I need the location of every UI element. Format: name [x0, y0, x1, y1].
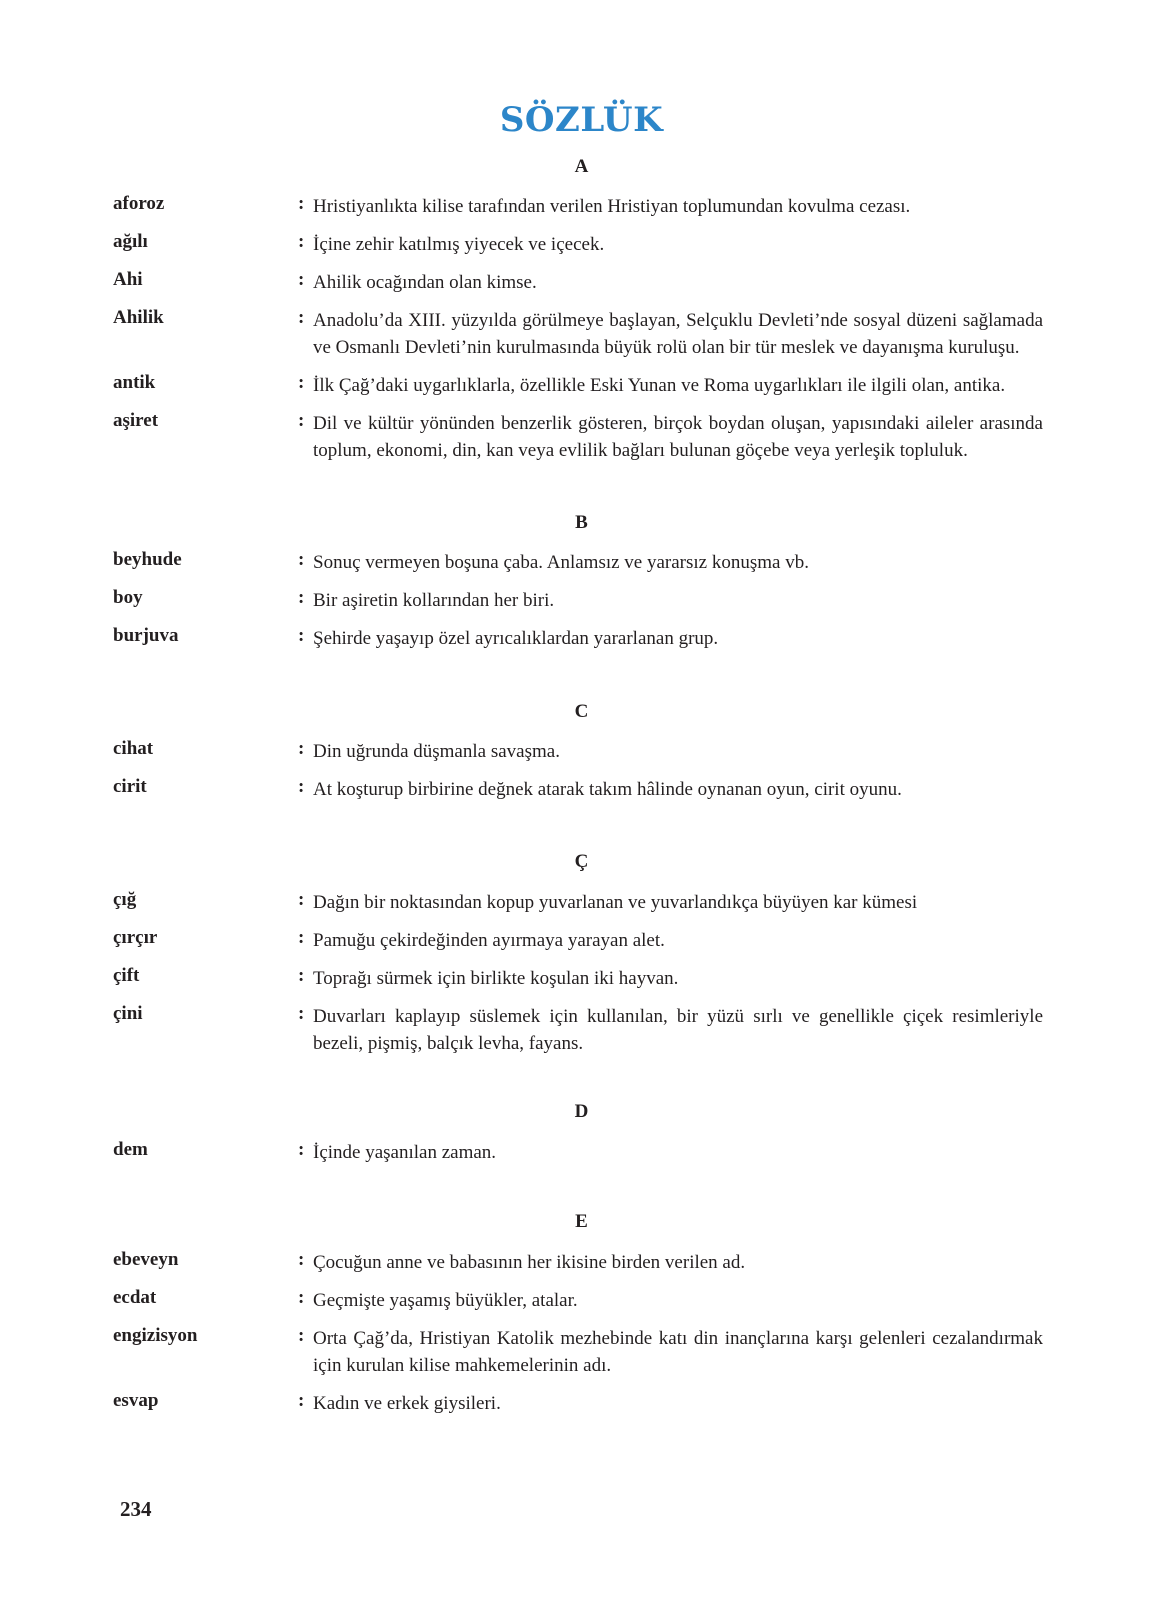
colon: :: [298, 372, 305, 393]
colon: :: [298, 1287, 305, 1308]
colon: :: [298, 1390, 305, 1411]
definition: Toprağı sürmek için birlikte koşulan iki hayvan.: [313, 968, 679, 989]
section-letter-c-cedilla: Ç: [574, 851, 589, 872]
colon: :: [298, 927, 305, 948]
colon: :: [298, 1003, 305, 1024]
definition: Kadın ve erkek giysileri.: [313, 1393, 501, 1414]
term: esvap: [113, 1390, 159, 1411]
term: ağılı: [113, 231, 148, 252]
term: aforoz: [113, 193, 165, 214]
definition: Ahilik ocağından olan kimse.: [313, 272, 537, 293]
colon: :: [298, 231, 305, 252]
definition: Dil ve kültür yönünden benzerlik gösteren, birçok boydan oluşan, yapısındaki aileler arasında toplum, ekonomi, din, kan veya evlilik bağları bulunan göçebe veya yerleşik topluluk.: [313, 413, 1043, 461]
definition: İçine zehir katılmış yiyecek ve içecek.: [313, 234, 605, 255]
definition: Sonuç vermeyen boşuna çaba. Anlamsız ve yararsız konuşma vb.: [313, 552, 809, 573]
section-letter-a: A: [574, 156, 589, 177]
colon: :: [298, 1139, 305, 1160]
definition: Orta Çağ’da, Hristiyan Katolik mezhebinde katı din inançlarına karşı gelenleri cezalandırmak için kurulan kilise mahkemelerinin adı.: [313, 1328, 1043, 1376]
definition: İlk Çağ’daki uygarlıklarla, özellikle Eski Yunan ve Roma uygarlıkları ile ilgili olan, antika.: [313, 375, 1006, 396]
colon: :: [298, 269, 305, 290]
page-number: 234: [120, 1497, 152, 1521]
definition: Pamuğu çekirdeğinden ayırmaya yarayan alet.: [313, 930, 665, 951]
colon: :: [298, 776, 305, 797]
term: cihat: [113, 738, 154, 759]
term: ebeveyn: [113, 1249, 179, 1270]
colon: :: [298, 587, 305, 608]
term: beyhude: [113, 549, 182, 570]
definition: Geçmişte yaşamış büyükler, atalar.: [313, 1290, 578, 1311]
section-letter-d: D: [574, 1101, 589, 1122]
page-title: SÖZLÜK: [499, 100, 664, 140]
definition: Duvarları kaplayıp süslemek için kullanılan, bir yüzü sırlı ve genellikle çiçek resimleriyle bezeli, pişmiş, balçık levha, fayans.: [313, 1006, 1043, 1054]
definition: Din uğrunda düşmanla savaşma.: [313, 741, 560, 762]
term: Ahi: [113, 269, 143, 290]
term: çığ: [113, 889, 137, 910]
term: cirit: [113, 776, 147, 797]
definition: Hristiyanlıkta kilise tarafından verilen Hristiyan toplumundan kovulma cezası.: [313, 196, 911, 217]
definition: Bir aşiretin kollarından her biri.: [313, 590, 555, 611]
colon: :: [298, 549, 305, 570]
colon: :: [298, 1325, 305, 1346]
term: çırçır: [113, 927, 158, 948]
term: engizisyon: [113, 1325, 198, 1346]
definition: İçinde yaşanılan zaman.: [313, 1142, 497, 1163]
term: antik: [113, 372, 156, 393]
term: burjuva: [113, 625, 179, 646]
term: aşiret: [113, 410, 159, 431]
colon: :: [298, 410, 305, 431]
section-letter-b: B: [575, 512, 588, 533]
term: Ahilik: [113, 307, 164, 328]
term: ecdat: [113, 1287, 157, 1308]
term: dem: [113, 1139, 148, 1160]
colon: :: [298, 738, 305, 759]
colon: :: [298, 965, 305, 986]
definition: At koşturup birbirine değnek atarak takım hâlinde oynanan oyun, cirit oyunu.: [313, 779, 902, 800]
colon: :: [298, 307, 305, 328]
term: çini: [113, 1003, 143, 1024]
definition: Dağın bir noktasından kopup yuvarlanan ve yuvarlandıkça büyüyen kar kümesi: [313, 892, 918, 913]
colon: :: [298, 889, 305, 910]
definition: Şehirde yaşayıp özel ayrıcalıklardan yararlanan grup.: [313, 628, 719, 649]
term: boy: [113, 587, 143, 608]
definition: Çocuğun anne ve babasının her ikisine birden verilen ad.: [313, 1252, 746, 1273]
section-letter-e: E: [575, 1211, 588, 1232]
term: çift: [113, 965, 140, 986]
definition: Anadolu’da XIII. yüzyılda görülmeye başlayan, Selçuklu Devleti’nde sosyal düzeni sağlamada ve Osmanlı Devleti’nin kurulmasında büyük rolü olan bir tür meslek ve dayanışma kuruluşu.: [313, 310, 1043, 358]
colon: :: [298, 625, 305, 646]
colon: :: [298, 193, 305, 214]
colon: :: [298, 1249, 305, 1270]
section-letter-c: C: [574, 701, 589, 722]
